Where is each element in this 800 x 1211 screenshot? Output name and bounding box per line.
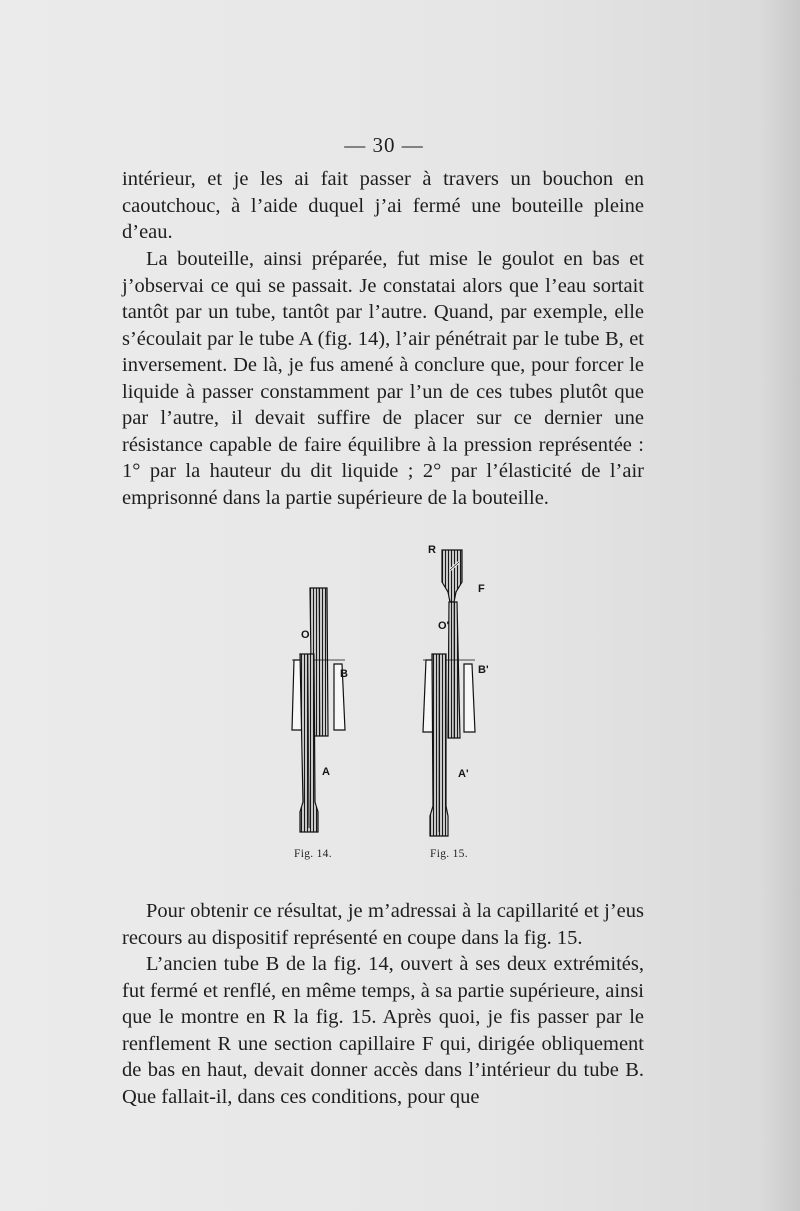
fig14-drawing	[292, 588, 345, 832]
page-edge-shadow	[760, 0, 800, 1211]
fig15-label-r: R	[428, 544, 436, 556]
fig15-label-o: O'	[438, 620, 450, 632]
paragraph-1: intérieur, et je les ai fait passer à travers un bouchon en caoutchouc, à l’aide duquel j’ai fermé une bouteille pleine d’eau.	[122, 168, 644, 243]
fig14-label-a: A	[322, 766, 330, 778]
paragraph-3: Pour obtenir ce résultat, je m’adressai à la capillarité et j’eus recours au dispositif représenté en coupe dans la fig. 15.	[122, 900, 644, 949]
fig14-label-b: B	[340, 668, 348, 680]
fig15-caption: Fig. 15.	[430, 848, 468, 860]
fig15-label-b: B'	[478, 664, 489, 676]
fig15-drawing	[423, 550, 475, 836]
fig15-label-a: A'	[458, 768, 469, 780]
figure-illustration	[270, 536, 510, 866]
fig14-label-o: O	[301, 629, 310, 641]
paragraph-2: La bouteille, ainsi préparée, fut mise le goulot en bas et j’observai ce qui se passait. Je constatai alors que l’eau sortait tantôt par un tube, tantôt par l’autre. Quand, par exemple, elle s’écoulait par le tube A (fig. 14), l’air pénétrait par le tube B, et inversement. De là, je fus amené à conclure que, pour forcer le liquide à passer constamment par l’un de ces tubes plutôt que par l’autre, il devait suffire de placer sur ce dernier une résistance capable de faire équilibre à la pression représentée : 1° par la hauteur du dit liquide ; 2° par l’élasticité de l’air emprisonné dans la partie supérieure de la bouteille.	[122, 248, 644, 509]
fig15-label-f: F	[478, 583, 485, 595]
fig15-stopper-right	[464, 664, 475, 732]
figure-tubes	[270, 536, 510, 866]
paragraph-4: L’ancien tube B de la fig. 14, ouvert à ses deux extrémités, fut fermé et renflé, en même temps, à sa partie supérieure, ainsi que le montre en R la fig. 15. Après quoi, je fis passer par le renflement R une section capillaire F qui, dirigée obliquement de bas en haut, devait donner accès dans l’intérieur du tube B. Que fallait-il, dans ces conditions, pour que	[122, 953, 644, 1108]
fig14-caption: Fig. 14.	[294, 848, 332, 860]
page-number: — 30 —	[344, 133, 424, 157]
fig15-swelling-r	[442, 550, 462, 602]
